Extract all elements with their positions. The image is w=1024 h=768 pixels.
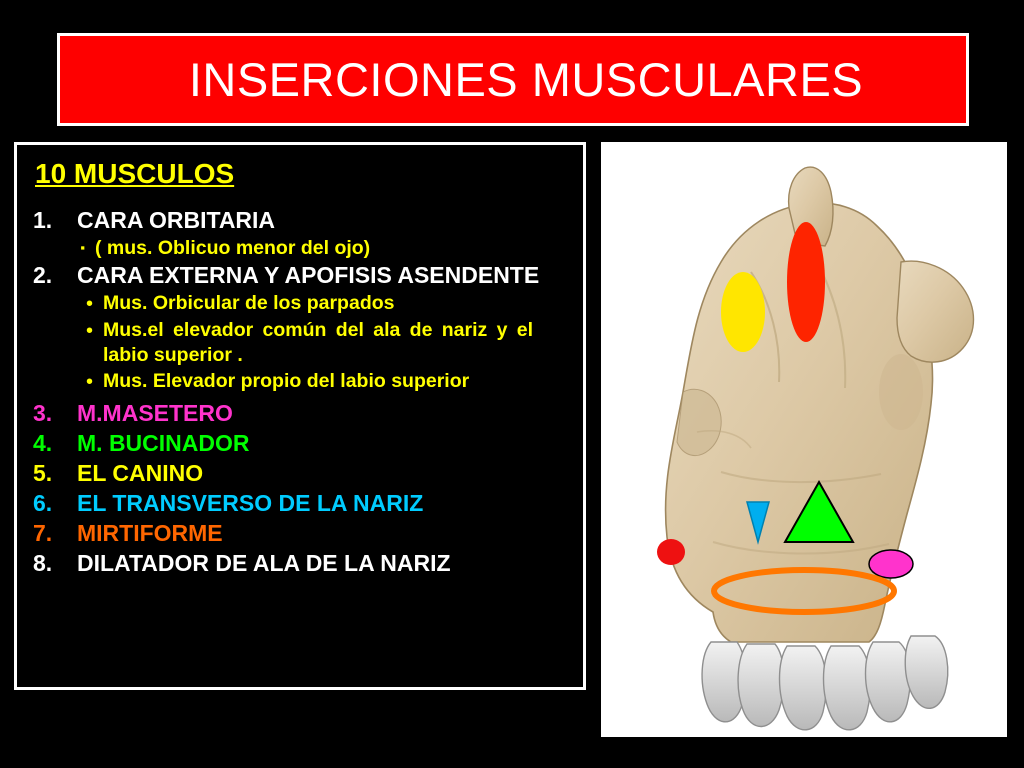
tooth xyxy=(780,646,827,730)
list-item-label: EL TRANSVERSO DE LA NARIZ xyxy=(77,489,424,516)
anatomy-image-panel xyxy=(601,142,1007,737)
tooth xyxy=(738,644,784,727)
list-item-number: 6. xyxy=(33,489,53,516)
dot-bullet-icon: • xyxy=(85,370,93,393)
list-item xyxy=(33,261,573,289)
list-subitem-label: Mus. Orbicular de los parpados xyxy=(103,292,395,315)
maxilla-bone-illustration xyxy=(601,142,1007,737)
list-item-label: EL CANINO xyxy=(77,459,204,486)
list-item-number: 5. xyxy=(33,459,53,486)
list-item xyxy=(33,519,573,547)
yellow-ellipse-marker xyxy=(721,272,765,352)
list-item-label: DILATADOR DE ALA DE LA NARIZ xyxy=(77,549,451,576)
magenta-ellipse-marker xyxy=(869,550,913,578)
list-subitem-label: ( mus. Oblicuo menor del ojo) xyxy=(95,236,371,259)
list-subitem xyxy=(63,318,573,367)
list-heading: 10 MUSCULOS xyxy=(35,158,235,189)
list-item-label: M.MASETERO xyxy=(77,399,233,426)
page-title: INSERCIONES MUSCULARES xyxy=(188,53,864,106)
list-item xyxy=(33,549,573,577)
dot-bullet-icon: • xyxy=(85,293,93,316)
list-item xyxy=(33,206,573,234)
slide-title-banner xyxy=(57,33,969,126)
zygomatic-process xyxy=(897,261,974,362)
list-subitem xyxy=(63,369,573,395)
list-subitem xyxy=(63,291,573,317)
list-subitem xyxy=(55,236,573,261)
list-item-number: 7. xyxy=(33,519,53,546)
tooth xyxy=(905,636,948,708)
list-item xyxy=(33,399,573,427)
list-item-number: 8. xyxy=(33,549,53,576)
list-item-label: MIRTIFORME xyxy=(77,519,223,546)
red-dot-marker xyxy=(657,539,685,565)
list-item-label: CARA EXTERNA Y APOFISIS ASENDENTE xyxy=(77,262,540,289)
list-subitem-label: Mus.el elevador común del ala de nariz y el labio superior . xyxy=(103,319,533,367)
list-item-number: 4. xyxy=(33,429,53,456)
list-item xyxy=(33,489,573,517)
tooth xyxy=(866,642,911,722)
list-item xyxy=(33,429,573,457)
list-item-number: 1. xyxy=(33,206,53,233)
list-item-number: 3. xyxy=(33,399,53,426)
bone-fossa xyxy=(879,354,923,430)
list-item xyxy=(33,459,573,487)
list-item-number: 2. xyxy=(33,262,53,289)
muscle-list-panel xyxy=(14,142,586,690)
list-item-label: M. BUCINADOR xyxy=(77,429,250,456)
list-item-label: CARA ORBITARIA xyxy=(77,206,276,233)
teeth-row xyxy=(702,636,948,730)
list-subitem-label: Mus. Elevador propio del labio superior xyxy=(103,369,470,392)
red-ellipse-marker xyxy=(787,222,825,342)
tooth xyxy=(824,646,871,730)
dot-bullet-icon: • xyxy=(85,320,93,343)
square-bullet-icon: ▪ xyxy=(80,239,85,255)
